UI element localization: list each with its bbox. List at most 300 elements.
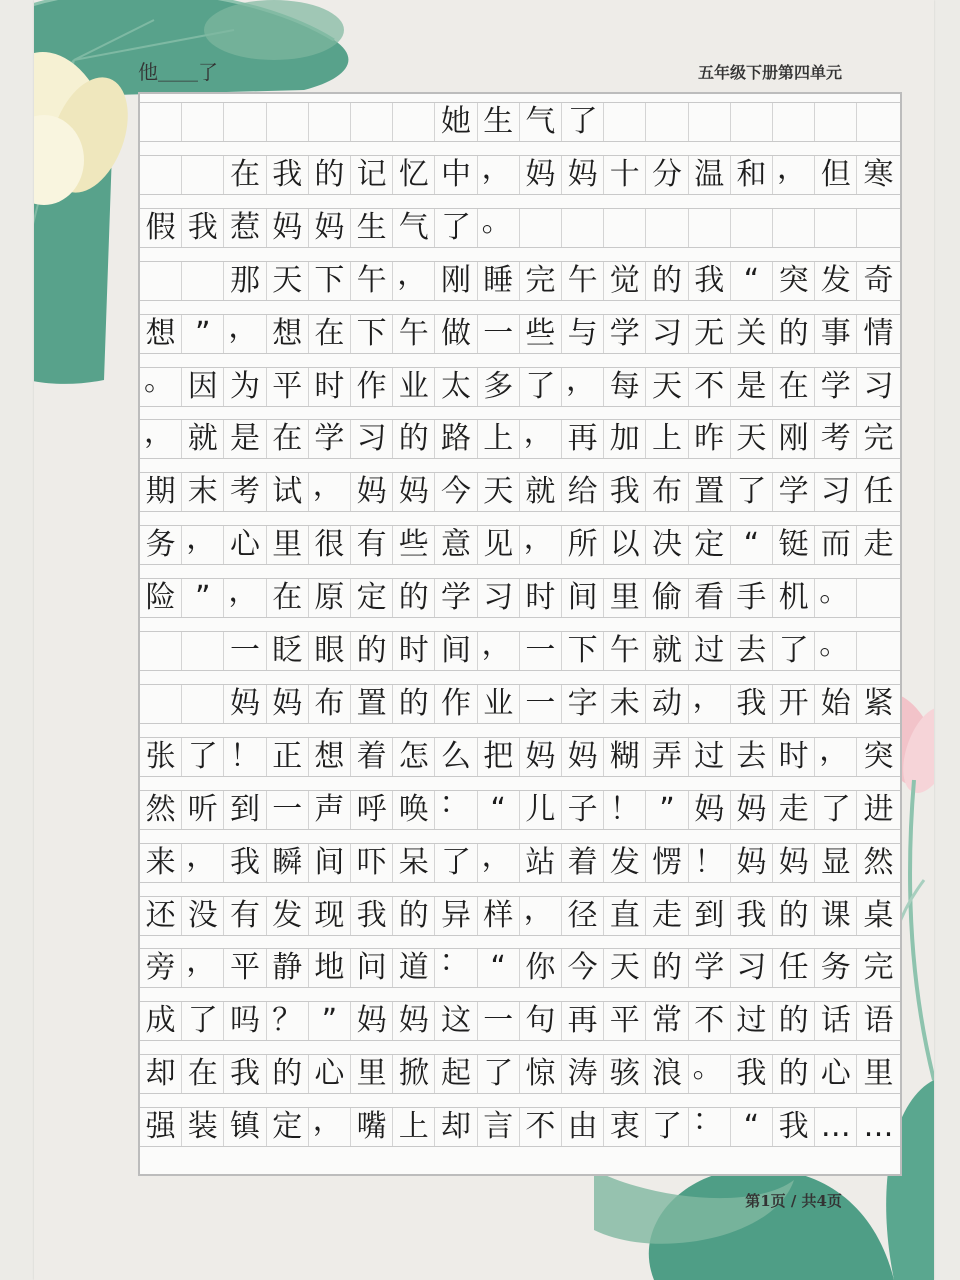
grid-cell: 直 [604, 897, 646, 935]
grid-cell: 考 [815, 420, 857, 458]
grid-cell: 我 [267, 156, 309, 194]
grid-cell: 每 [604, 368, 646, 406]
grid-cell: 径 [562, 897, 604, 935]
grid-cell [689, 103, 731, 141]
grid-cell: 涛 [562, 1055, 604, 1093]
grid-cell: 刚 [435, 262, 477, 300]
grid-cell: 业 [478, 685, 520, 723]
grid-cell: 与 [562, 315, 604, 353]
grid-cell: ， [182, 844, 224, 882]
page [34, 0, 934, 1280]
grid-cell: 突 [773, 262, 815, 300]
grid-cell: 强 [140, 1108, 182, 1146]
grid-cell: 因 [182, 368, 224, 406]
grid-cell: 在 [267, 579, 309, 617]
grid-cell: 完 [520, 262, 562, 300]
grid-cell: 就 [520, 473, 562, 511]
grid-cell: 眼 [309, 632, 351, 670]
grid-cell: 。 [815, 579, 857, 617]
grid-cell: 关 [731, 315, 773, 353]
grid-cell [731, 209, 773, 247]
grid-cell: 常 [646, 1002, 688, 1040]
grid-cell: 太 [435, 368, 477, 406]
grid-cell: 唤 [393, 791, 435, 829]
grid-cell: 学 [309, 420, 351, 458]
grid-cell: 句 [520, 1002, 562, 1040]
grid-cell: “ [478, 949, 520, 987]
grid-cell: 惊 [520, 1055, 562, 1093]
grid-cell: 我 [731, 897, 773, 935]
grid-cell: ， [520, 897, 562, 935]
grid-cell [731, 103, 773, 141]
grid-cell: 考 [224, 473, 266, 511]
grid-cell: ， [224, 315, 266, 353]
grid-cell: ” [182, 579, 224, 617]
grid-cell: 的 [646, 262, 688, 300]
grid-cell: ， [689, 685, 731, 723]
grid-cell: 平 [224, 949, 266, 987]
grid-cell: 妈 [351, 1002, 393, 1040]
grid-row [140, 256, 900, 301]
grid-cell: 意 [435, 526, 477, 564]
grid-cell: 。 [478, 209, 520, 247]
grid-cell: 装 [182, 1108, 224, 1146]
grid-cell: 到 [689, 897, 731, 935]
grid-cell: 在 [267, 420, 309, 458]
grid-cell: 发 [815, 262, 857, 300]
grid-cell: 妈 [773, 844, 815, 882]
grid-cell: 妈 [267, 209, 309, 247]
grid-cell: 来 [140, 844, 182, 882]
grid-cell [604, 103, 646, 141]
grid-cell: 语 [863, 1003, 894, 1039]
grid-cell: 定 [267, 1108, 309, 1146]
grid-cell: “ [731, 526, 773, 564]
grid-cell: 学 [689, 949, 731, 987]
grid-cell: 不 [689, 1002, 731, 1040]
grid-cell: 桌 [863, 897, 894, 933]
grid-cell: 加 [604, 420, 646, 458]
grid-cell: 很 [309, 526, 351, 564]
grid-paper [138, 92, 902, 1176]
grid-cell: 却 [435, 1108, 477, 1146]
grid-cell: 铤 [773, 526, 815, 564]
grid-cell: 一 [478, 315, 520, 353]
grid-cell: 心 [815, 1055, 857, 1093]
grid-cell: 妈 [393, 473, 435, 511]
grid-cell: 下 [562, 632, 604, 670]
grid-cell: 午 [393, 315, 435, 353]
grid-cell: 不 [520, 1108, 562, 1146]
grid-cell: 中 [435, 156, 477, 194]
grid-cell: 课 [815, 897, 857, 935]
grid-cell: 任 [863, 474, 894, 510]
grid-cell [857, 632, 899, 670]
grid-cell: 的 [773, 1002, 815, 1040]
grid-cell: 时 [309, 368, 351, 406]
grid-cell: 记 [351, 156, 393, 194]
grid-cell: 险 [140, 579, 182, 617]
grid-cell: 末 [182, 473, 224, 511]
grid-cell: 间 [562, 579, 604, 617]
grid-cell: 始 [815, 685, 857, 723]
grid-cell: 。 [815, 632, 857, 670]
grid-cell: 再 [562, 1002, 604, 1040]
grid-cell [646, 209, 688, 247]
grid-cell: 午 [351, 262, 393, 300]
grid-cell: 到 [224, 791, 266, 829]
grid-cell: 学 [435, 579, 477, 617]
grid-cell: ， [815, 738, 857, 776]
grid-cell: 些 [520, 315, 562, 353]
grid-cell: 作 [435, 685, 477, 723]
grid-cell: 浪 [646, 1055, 688, 1093]
grid-cell: 没 [182, 897, 224, 935]
grid-cell: 习 [731, 949, 773, 987]
grid-cell: 时 [773, 738, 815, 776]
grid-cell: 平 [267, 368, 309, 406]
grid-cell: 我 [731, 1055, 773, 1093]
grid-cell [224, 103, 266, 141]
grid-cell: 怎 [393, 738, 435, 776]
unit-label: 五年级下册第四单元 [697, 63, 842, 82]
grid-cell: 。 [689, 1055, 731, 1093]
grid-cell: 不 [689, 368, 731, 406]
grid-cell [646, 103, 688, 141]
grid-cell: 站 [520, 844, 562, 882]
grid-cell: 定 [351, 579, 393, 617]
grid-cell: 动 [646, 685, 688, 723]
page-indicator: 第1页 / 共4页 [745, 1192, 842, 1210]
grid-row [140, 785, 900, 830]
grid-cell: 务 [815, 949, 857, 987]
grid-cell: 务 [140, 526, 182, 564]
grid-cell: 十 [604, 156, 646, 194]
grid-cell: 时 [520, 579, 562, 617]
grid-cell: 气 [393, 209, 435, 247]
grid-cell: 成 [140, 1002, 182, 1040]
grid-cell: 一 [478, 1002, 520, 1040]
grid-cell: 突 [863, 738, 894, 774]
grid-cell: 去 [731, 632, 773, 670]
grid-cell [140, 632, 182, 670]
grid-cell: 下 [309, 262, 351, 300]
grid-cell: “ [731, 262, 773, 300]
grid-cell: 决 [646, 526, 688, 564]
grid-cell: 妈 [689, 791, 731, 829]
grid-cell: 静 [267, 949, 309, 987]
grid-cell: ： [435, 791, 477, 829]
grid-cell: 道 [393, 949, 435, 987]
grid-cell: 布 [309, 685, 351, 723]
grid-cell: 习 [351, 420, 393, 458]
grid-cell: 骇 [604, 1055, 646, 1093]
grid-cell: 昨 [689, 420, 731, 458]
grid-cell: 间 [435, 632, 477, 670]
grid-cell: ， [520, 526, 562, 564]
grid-cell: 些 [393, 526, 435, 564]
grid-cell: 我 [689, 262, 731, 300]
grid-row [140, 679, 900, 724]
grid-cell: 妈 [309, 209, 351, 247]
grid-cell: 呼 [351, 791, 393, 829]
grid-row [140, 891, 900, 936]
grid-cell: 张 [140, 738, 182, 776]
grid-cell: 的 [773, 315, 815, 353]
grid-cell: 了 [731, 473, 773, 511]
grid-cell: “ [731, 1108, 773, 1146]
grid-cell: 着 [562, 844, 604, 882]
grid-cell: 发 [604, 844, 646, 882]
grid-cell: 上 [646, 420, 688, 458]
grid-cell: 一 [224, 632, 266, 670]
grid-cell: 在 [182, 1055, 224, 1093]
grid-cell: 一 [267, 791, 309, 829]
grid-cell: 话 [815, 1002, 857, 1040]
grid-cell: 心 [309, 1055, 351, 1093]
grid-cell [520, 209, 562, 247]
grid-cell [140, 262, 182, 300]
grid-cell: 温 [689, 156, 731, 194]
grid-cell: 了 [815, 791, 857, 829]
grid-cell: 妈 [393, 1002, 435, 1040]
grid-cell: 了 [646, 1108, 688, 1146]
grid-cell: 眨 [267, 632, 309, 670]
grid-cell: 路 [435, 420, 477, 458]
grid-cell: ， [309, 1108, 351, 1146]
grid-cell: 完 [863, 950, 894, 986]
grid-cell: 妈 [267, 685, 309, 723]
grid-cell: 做 [435, 315, 477, 353]
grid-cell: 而 [815, 526, 857, 564]
grid-cell: … [863, 1109, 894, 1145]
grid-cell: 睡 [478, 262, 520, 300]
grid-cell: 上 [478, 420, 520, 458]
grid-cell: 过 [731, 1002, 773, 1040]
grid-cell [562, 209, 604, 247]
grid-row [140, 1103, 900, 1147]
grid-cell: 么 [435, 738, 477, 776]
grid-cell: 定 [689, 526, 731, 564]
grid-cell: 是 [731, 368, 773, 406]
grid-cell: 的 [773, 897, 815, 935]
grid-cell: ， [520, 420, 562, 458]
grid-cell: 样 [478, 897, 520, 935]
grid-cell: 吗 [224, 1002, 266, 1040]
grid-row [140, 944, 900, 988]
grid-cell: 开 [773, 685, 815, 723]
grid-cell: 了 [182, 738, 224, 776]
grid-cell [604, 209, 646, 247]
grid-row [140, 203, 900, 248]
grid-cell: 天 [478, 473, 520, 511]
grid-cell: 的 [393, 420, 435, 458]
grid-cell: 里 [604, 579, 646, 617]
grid-cell: 我 [351, 897, 393, 935]
grid-cell: 妈 [731, 791, 773, 829]
grid-cell [182, 685, 224, 723]
grid-cell: ， [182, 949, 224, 987]
grid-cell: 午 [562, 262, 604, 300]
grid-cell: 由 [562, 1108, 604, 1146]
grid-cell: 忆 [393, 156, 435, 194]
grid-cell: 事 [815, 315, 857, 353]
grid-cell: 我 [182, 209, 224, 247]
grid-cell: 想 [309, 738, 351, 776]
grid-cell: 我 [224, 844, 266, 882]
grid-cell: 多 [478, 368, 520, 406]
grid-cell: 有 [351, 526, 393, 564]
grid-cell: 里 [267, 526, 309, 564]
grid-cell: 声 [309, 791, 351, 829]
grid-cell: 刚 [773, 420, 815, 458]
grid-cell: 机 [773, 579, 815, 617]
grid-cell: 还 [140, 897, 182, 935]
grid-cell: 间 [309, 844, 351, 882]
grid-cell: 我 [604, 473, 646, 511]
grid-cell: 听 [182, 791, 224, 829]
grid-cell: 地 [309, 949, 351, 987]
grid-cell: 过 [689, 738, 731, 776]
grid-cell: 过 [689, 632, 731, 670]
grid-row [140, 309, 900, 354]
grid-row [140, 468, 900, 512]
grid-cell: 儿 [520, 791, 562, 829]
grid-cell: 里 [351, 1055, 393, 1093]
grid-cell: 妈 [562, 156, 604, 194]
grid-cell: 就 [646, 632, 688, 670]
grid-cell: 天 [604, 949, 646, 987]
grid-cell: 。 [140, 368, 182, 406]
grid-cell: 午 [604, 632, 646, 670]
lotus-leaf-small [204, 0, 344, 60]
grid-cell: 走 [863, 527, 894, 563]
grid-cell: 却 [140, 1055, 182, 1093]
grid-cell: 习 [815, 473, 857, 511]
grid-cell: 去 [731, 738, 773, 776]
grid-cell: 吓 [351, 844, 393, 882]
grid-cell [140, 685, 182, 723]
grid-cell: 紧 [863, 685, 894, 721]
grid-cell: 的 [646, 949, 688, 987]
grid-cell: 期 [140, 473, 182, 511]
grid-cell: 我 [731, 685, 773, 723]
grid-cell: 情 [863, 315, 894, 351]
grid-cell [182, 262, 224, 300]
grid-cell: 异 [435, 897, 477, 935]
grid-cell: 以 [604, 526, 646, 564]
grid-cell: 今 [562, 949, 604, 987]
grid-cell: 这 [435, 1002, 477, 1040]
grid-cell: 天 [646, 368, 688, 406]
grid-cell: 是 [224, 420, 266, 458]
grid-cell: 给 [562, 473, 604, 511]
grid-cell: 妈 [351, 473, 393, 511]
grid-cell [857, 579, 899, 617]
grid-cell: ， [182, 526, 224, 564]
grid-cell: 妈 [562, 738, 604, 776]
grid-cell: 学 [773, 473, 815, 511]
grid-cell: 天 [731, 420, 773, 458]
grid-cell: 完 [863, 421, 894, 457]
grid-cell: 分 [646, 156, 688, 194]
grid-cell: 习 [646, 315, 688, 353]
grid-cell: ： [689, 1108, 731, 1146]
grid-cell [182, 103, 224, 141]
grid-cell [689, 209, 731, 247]
grid-cell [267, 103, 309, 141]
grid-cell: 的 [393, 685, 435, 723]
grid-cell: 偷 [646, 579, 688, 617]
grid-cell: 下 [351, 315, 393, 353]
grid-cell: 我 [773, 1108, 815, 1146]
grid-cell [140, 103, 182, 141]
grid-cell: 里 [863, 1056, 894, 1092]
grid-cell: 为 [224, 368, 266, 406]
grid-cell: 但 [815, 156, 857, 194]
grid-cell [140, 156, 182, 194]
grid-cell: 弄 [646, 738, 688, 776]
grid-cell [773, 103, 815, 141]
grid-cell: 的 [309, 156, 351, 194]
grid-cell [815, 209, 857, 247]
grid-cell: 显 [815, 844, 857, 882]
grid-cell: ， [140, 420, 182, 458]
grid-cell [773, 209, 815, 247]
grid-cell: 呆 [393, 844, 435, 882]
grid-cell: ” [309, 1002, 351, 1040]
grid-cell: 了 [182, 1002, 224, 1040]
grid-cell: 的 [351, 632, 393, 670]
grid-cell: 现 [309, 897, 351, 935]
grid-cell: 愣 [646, 844, 688, 882]
grid-cell: ！ [689, 844, 731, 882]
grid-cell: 寒 [863, 156, 894, 192]
grid-cell: 习 [478, 579, 520, 617]
grid-cell: 的 [393, 579, 435, 617]
grid-row [140, 415, 900, 459]
grid-cell: 子 [562, 791, 604, 829]
grid-cell: 你 [520, 949, 562, 987]
grid-cell: 一 [520, 632, 562, 670]
grid-cell: 气 [520, 103, 562, 141]
grid-cell: 了 [562, 103, 604, 141]
grid-cell: 进 [863, 791, 894, 827]
grid-cell: 作 [351, 368, 393, 406]
grid-cell: 妈 [731, 844, 773, 882]
grid-cell: 有 [224, 897, 266, 935]
grid-cell: ， [773, 156, 815, 194]
grid-cell: 手 [731, 579, 773, 617]
grid-cell: 布 [646, 473, 688, 511]
grid-cell: 想 [140, 315, 182, 353]
grid-cell: 业 [393, 368, 435, 406]
grid-cell: ， [393, 262, 435, 300]
grid-cell: 了 [435, 209, 477, 247]
grid-cell: 试 [267, 473, 309, 511]
grid-row [140, 627, 900, 671]
grid-cell: 瞬 [267, 844, 309, 882]
grid-cell: ！ [604, 791, 646, 829]
grid-cell: 置 [689, 473, 731, 511]
grid-cell: ？ [267, 1002, 309, 1040]
grid-row [140, 838, 900, 883]
grid-cell: 起 [435, 1055, 477, 1093]
grid-cell: 了 [520, 368, 562, 406]
grid-row [140, 521, 900, 565]
grid-cell: 想 [267, 315, 309, 353]
grid-cell: ！ [224, 738, 266, 776]
